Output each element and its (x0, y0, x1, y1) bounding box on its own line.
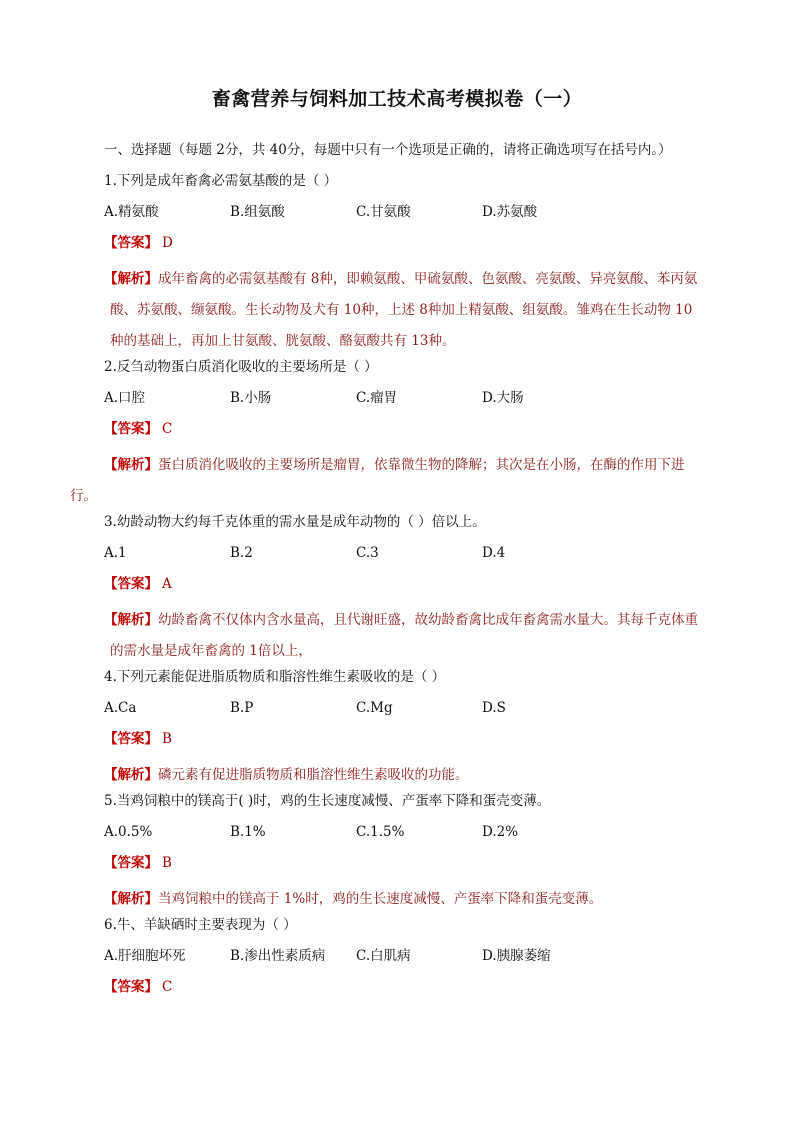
exam-title: 畜禽营养与饲料加工技术高考模拟卷（一） (211, 88, 583, 110)
answer-tag: 【答案】 (104, 421, 158, 437)
question-options (104, 202, 724, 233)
question-options (104, 543, 724, 574)
option-d: D.2% (482, 824, 519, 840)
analysis-tag: 【解析】 (104, 767, 158, 783)
option-b: B.P (230, 700, 254, 716)
option-a: A.1 (104, 545, 127, 561)
option-d: D.大肠 (482, 390, 524, 406)
analysis-line: 的需水量是成年畜禽的 1倍以上， (110, 643, 312, 659)
option-b: B.渗出性素质病 (230, 948, 326, 964)
analysis-block (104, 605, 724, 667)
answer-tag: 【答案】 (104, 979, 158, 995)
answer-value: A (162, 576, 172, 592)
option-a: A.精氨酸 (104, 204, 159, 220)
option-c: C.甘氨酸 (356, 204, 411, 220)
option-a: A.口腔 (104, 390, 146, 406)
question-stem: 3.幼龄动物大约每千克体重的需水量是成年动物的（ ）倍以上。 (104, 514, 486, 530)
option-a: A.Ca (104, 700, 137, 716)
question-stem: 1.下列是成年畜禽必需氨基酸的是（ ） (104, 173, 338, 189)
answer-value: C (162, 979, 173, 995)
exam-content (70, 140, 724, 1008)
question-options (104, 822, 724, 853)
option-d: D.4 (482, 545, 506, 561)
option-b: B.1% (230, 824, 266, 840)
analysis-text: 蛋白质消化吸收的主要场所是瘤胃，依靠微生物的降解；其次是在小肠，在酶的作用下进 (158, 457, 685, 473)
option-c: C.白肌病 (356, 948, 411, 964)
analysis-line: 酸、苏氨酸、缬氨酸。生长动物及犬有 10种，上述 8种加上精氨酸、组氨酸。雏鸡在生长动物 10 (110, 302, 693, 318)
answer-tag: 【答案】 (104, 855, 158, 871)
analysis-line (104, 884, 724, 915)
option-a: A.肝细胞坏死 (104, 948, 186, 964)
analysis-line (104, 605, 724, 636)
answer-tag: 【答案】 (104, 731, 158, 747)
question-stem: 5.当鸡饲粮中的镁高于( )时，鸡的生长速度减慢、产蛋率下降和蛋壳变薄。 (104, 793, 551, 809)
option-b: B.2 (230, 545, 253, 561)
answer-line (104, 729, 724, 760)
question-options (104, 946, 724, 977)
analysis-tag: 【解析】 (104, 271, 158, 287)
analysis-tag: 【解析】 (104, 891, 158, 907)
answer-line (104, 233, 724, 264)
analysis-line (104, 450, 724, 481)
analysis-block (104, 264, 724, 357)
question-options (104, 388, 724, 419)
answer-line (104, 853, 724, 884)
question-stem: 4.下列元素能促进脂质物质和脂溶性维生素吸收的是（ ） (104, 669, 446, 685)
analysis-line (104, 760, 724, 791)
analysis-text: 成年畜禽的必需氨基酸有 8种，即赖氨酸、甲硫氨酸、色氨酸、亮氨酸、异亮氨酸、苯丙氨 (158, 271, 698, 287)
question-stem: 2.反刍动物蛋白质消化吸收的主要场所是（ ） (104, 359, 378, 375)
option-a: A.0.5% (104, 824, 153, 840)
analysis-block (104, 884, 724, 915)
analysis-text: 当鸡饲粮中的镁高于 1%时，鸡的生长速度减慢、产蛋率下降和蛋壳变薄。 (158, 891, 603, 907)
analysis-line (104, 264, 724, 295)
answer-value: D (162, 235, 173, 251)
answer-value: C (162, 421, 173, 437)
option-b: B.小肠 (230, 390, 272, 406)
analysis-block (104, 760, 724, 791)
option-d: D.S (482, 700, 506, 716)
option-d: D.胰腺萎缩 (482, 948, 551, 964)
option-d: D.苏氨酸 (482, 204, 538, 220)
option-c: C.瘤胃 (356, 390, 398, 406)
analysis-line: 种的基础上，再加上甘氨酸、胱氨酸、酪氨酸共有 13种。 (110, 333, 456, 349)
analysis-text: 幼龄畜禽不仅体内含水量高，且代谢旺盛，故幼龄畜禽比成年畜禽需水量大。其每千克体重 (158, 612, 698, 628)
answer-line (104, 419, 724, 450)
answer-tag: 【答案】 (104, 235, 158, 251)
option-c: C.1.5% (356, 824, 405, 840)
answer-line (104, 977, 724, 1008)
answer-value: B (162, 731, 172, 747)
option-c: C.3 (356, 545, 379, 561)
answer-tag: 【答案】 (104, 576, 158, 592)
option-b: B.组氨酸 (230, 204, 285, 220)
question-options (104, 698, 724, 729)
analysis-tag: 【解析】 (104, 457, 158, 473)
analysis-block (70, 450, 724, 512)
option-c: C.Mg (356, 700, 393, 716)
analysis-text: 磷元素有促进脂质物质和脂溶性维生素吸收的功能。 (158, 767, 469, 783)
section-heading: 一、选择题（每题 2分，共 40分，每题中只有一个选项是正确的，请将正确选项写在括号内。） (104, 142, 672, 158)
question-stem: 6.牛、羊缺硒时主要表现为（ ） (104, 917, 297, 933)
answer-line (104, 574, 724, 605)
answer-value: B (162, 855, 172, 871)
analysis-line: 行。 (70, 488, 97, 504)
analysis-tag: 【解析】 (104, 612, 158, 628)
